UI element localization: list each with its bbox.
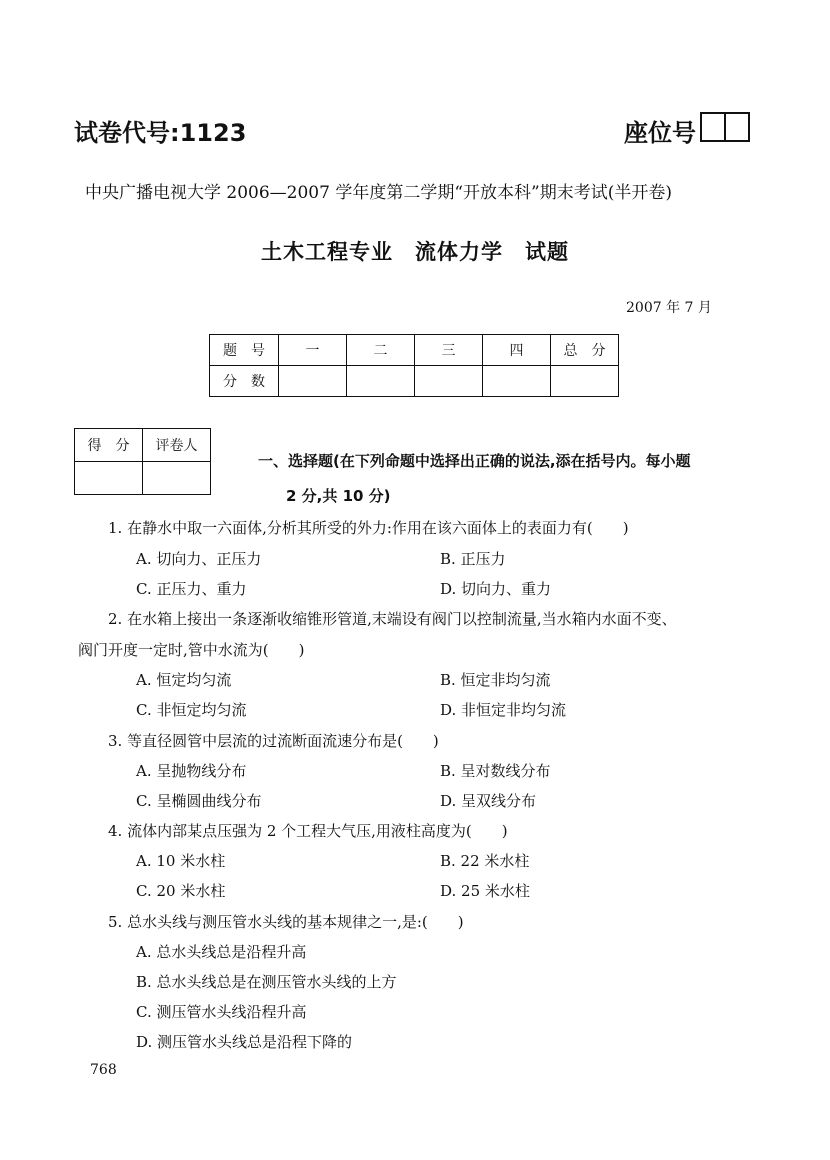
question-4-option-c: C. 20 米水柱 xyxy=(136,882,226,900)
score-table-header-row xyxy=(210,335,619,366)
score-cell-empty xyxy=(347,366,415,397)
grader-score-label: 得 分 xyxy=(75,429,143,462)
exam-date: 2007 年 7 月 xyxy=(626,300,712,316)
score-cell-empty xyxy=(551,366,619,397)
grader-cell-empty xyxy=(75,462,143,495)
score-table xyxy=(209,334,619,397)
score-cell: 四 xyxy=(483,335,551,366)
score-cell: 总 分 xyxy=(551,335,619,366)
page-title: 土木工程专业 流体力学 试题 xyxy=(261,240,569,264)
exam-header: 中央广播电视大学 2006—2007 学年度第二学期“开放本科”期末考试(半开卷) xyxy=(85,183,672,203)
question-4-option-d: D. 25 米水柱 xyxy=(440,882,530,900)
question-2-stem-cont: 阀门开度一定时,管中水流为( ) xyxy=(78,641,305,659)
question-2-option-d: D. 非恒定非均匀流 xyxy=(440,701,567,719)
question-3-option-d: D. 呈双线分布 xyxy=(440,792,537,810)
score-cell: 题 号 xyxy=(210,335,279,366)
question-3-option-b: B. 呈对数线分布 xyxy=(440,762,551,780)
question-5-option-d: D. 测压管水头线总是沿程下降的 xyxy=(136,1033,353,1051)
score-cell: 三 xyxy=(415,335,483,366)
question-2-option-a: A. 恒定均匀流 xyxy=(136,671,232,689)
question-2-stem: 2. 在水箱上接出一条逐渐收缩锥形管道,末端设有阀门以控制流量,当水箱内水面不变、 xyxy=(108,610,677,628)
question-3-option-c: C. 呈椭圆曲线分布 xyxy=(136,792,262,810)
question-5-stem: 5. 总水头线与测压管水头线的基本规律之一,是:( ) xyxy=(108,913,464,931)
grader-name-label: 评卷人 xyxy=(143,429,211,462)
question-4-option-a: A. 10 米水柱 xyxy=(136,852,226,870)
score-cell-empty xyxy=(415,366,483,397)
seat-number-label: 座位号 xyxy=(624,119,696,147)
question-1-option-a: A. 切向力、正压力 xyxy=(136,550,262,568)
seat-box xyxy=(724,112,750,142)
question-1-option-b: B. 正压力 xyxy=(440,550,506,568)
seat-box xyxy=(700,112,726,142)
question-1-option-d: D. 切向力、重力 xyxy=(440,580,552,598)
question-5-option-a: A. 总水头线总是沿程升高 xyxy=(136,943,307,961)
section-title: 一、选择题(在下列命题中选择出正确的说法,添在括号内。每小题 xyxy=(258,452,691,470)
score-cell-empty xyxy=(279,366,347,397)
score-table-score-row xyxy=(210,366,619,397)
score-cell: 二 xyxy=(347,335,415,366)
question-5-option-b: B. 总水头线总是在测压管水头线的上方 xyxy=(136,973,397,991)
question-4-stem: 4. 流体内部某点压强为 2 个工程大气压,用液柱高度为( ) xyxy=(108,822,508,840)
exam-code: 试卷代号:1123 xyxy=(74,119,247,147)
question-1-option-c: C. 正压力、重力 xyxy=(136,580,247,598)
question-1-stem: 1. 在静水中取一六面体,分析其所受的外力:作用在该六面体上的表面力有( ) xyxy=(108,519,629,537)
question-5-option-c: C. 测压管水头线沿程升高 xyxy=(136,1003,307,1021)
seat-number-boxes xyxy=(702,112,750,142)
page-number: 768 xyxy=(90,1062,117,1078)
score-cell-empty xyxy=(483,366,551,397)
question-3-stem: 3. 等直径圆管中层流的过流断面流速分布是( ) xyxy=(108,732,439,750)
question-3-option-a: A. 呈抛物线分布 xyxy=(136,762,247,780)
grader-table xyxy=(74,428,211,495)
question-2-option-c: C. 非恒定均匀流 xyxy=(136,701,247,719)
section-title-cont: 2 分,共 10 分) xyxy=(286,487,391,505)
grader-cell-empty xyxy=(143,462,211,495)
question-2-option-b: B. 恒定非均匀流 xyxy=(440,671,551,689)
score-cell: 一 xyxy=(279,335,347,366)
question-4-option-b: B. 22 米水柱 xyxy=(440,852,530,870)
score-cell: 分 数 xyxy=(210,366,279,397)
